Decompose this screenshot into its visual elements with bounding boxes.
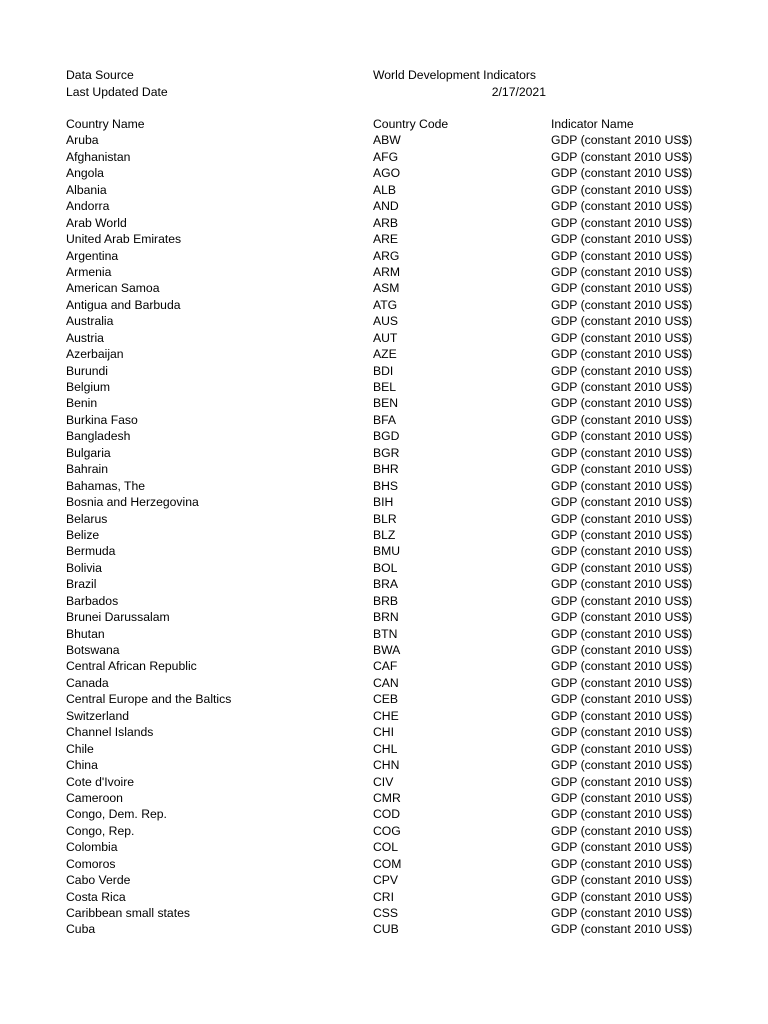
table-row xyxy=(0,445,768,461)
table-row xyxy=(0,280,768,296)
data-source-label: Data Source xyxy=(66,68,134,82)
indicator-name-cell: GDP (constant 2010 US$) xyxy=(551,264,693,279)
country-name-cell: Albania xyxy=(66,182,107,197)
country-code-cell: COL xyxy=(373,840,399,855)
country-name-cell: Bolivia xyxy=(66,560,102,575)
country-name-cell: Colombia xyxy=(66,840,118,855)
country-code-cell: CIV xyxy=(373,774,394,789)
country-name-cell: Cote d'Ivoire xyxy=(66,774,135,789)
indicator-name-cell: GDP (constant 2010 US$) xyxy=(551,363,693,378)
country-code-cell: ARG xyxy=(373,248,400,263)
country-code-cell: BRN xyxy=(373,610,399,625)
country-code-cell: BLR xyxy=(373,511,397,526)
indicator-name-cell: GDP (constant 2010 US$) xyxy=(551,889,693,904)
indicator-name-cell: GDP (constant 2010 US$) xyxy=(551,412,693,427)
table-row xyxy=(0,626,768,642)
table-row xyxy=(0,658,768,674)
country-code-cell: COM xyxy=(373,856,402,871)
country-code-cell: AFG xyxy=(373,149,399,164)
country-code-cell: BWA xyxy=(373,643,401,657)
country-name-cell: Central African Republic xyxy=(66,659,197,674)
country-code-cell: CRI xyxy=(373,889,394,904)
table-row xyxy=(0,248,768,264)
indicator-name-cell: GDP (constant 2010 US$) xyxy=(551,708,693,723)
country-code-cell: AUS xyxy=(373,314,399,329)
table-row xyxy=(0,708,768,724)
indicator-name-cell: GDP (constant 2010 US$) xyxy=(551,758,693,773)
indicator-name-cell: GDP (constant 2010 US$) xyxy=(551,922,693,937)
country-name-cell: Channel Islands xyxy=(66,725,154,740)
country-code-cell: AGO xyxy=(373,166,401,181)
table-row xyxy=(0,872,768,888)
country-code-cell: BLZ xyxy=(373,527,396,542)
country-name-cell: Cabo Verde xyxy=(66,873,131,888)
header-country-name: Country Name xyxy=(66,117,145,131)
table-header-row xyxy=(0,116,768,132)
table-row xyxy=(0,609,768,625)
country-name-cell: Azerbaijan xyxy=(66,347,124,362)
country-name-cell: Bangladesh xyxy=(66,429,131,444)
country-code-cell: CHN xyxy=(373,758,400,773)
country-name-cell: Angola xyxy=(66,166,104,181)
table-row xyxy=(0,379,768,395)
indicator-name-cell: GDP (constant 2010 US$) xyxy=(551,182,693,197)
indicator-name-cell: GDP (constant 2010 US$) xyxy=(551,248,693,263)
indicator-name-cell: GDP (constant 2010 US$) xyxy=(551,314,693,329)
country-code-cell: AUT xyxy=(373,330,398,345)
country-code-cell: BHS xyxy=(373,478,399,493)
indicator-name-cell: GDP (constant 2010 US$) xyxy=(551,577,693,592)
country-code-cell: ARM xyxy=(373,264,401,279)
header-indicator-name: Indicator Name xyxy=(551,117,634,131)
indicator-name-cell: GDP (constant 2010 US$) xyxy=(551,873,693,888)
country-name-cell: Costa Rica xyxy=(66,889,126,904)
table-body xyxy=(0,132,768,937)
country-code-cell: BFA xyxy=(373,412,397,427)
table-row xyxy=(0,165,768,181)
country-name-cell: Andorra xyxy=(66,199,110,214)
indicator-name-cell: GDP (constant 2010 US$) xyxy=(551,347,693,362)
table-row xyxy=(0,330,768,346)
country-name-cell: Bahamas, The xyxy=(66,478,146,493)
table-row xyxy=(0,790,768,806)
table-row xyxy=(0,346,768,362)
country-name-cell: Bosnia and Herzegovina xyxy=(66,495,199,510)
country-code-cell: ARB xyxy=(373,215,399,230)
table-row xyxy=(0,642,768,658)
indicator-name-cell: GDP (constant 2010 US$) xyxy=(551,478,693,493)
country-code-cell: ARE xyxy=(373,232,399,247)
indicator-name-cell: GDP (constant 2010 US$) xyxy=(551,790,693,805)
indicator-name-cell: GDP (constant 2010 US$) xyxy=(551,215,693,230)
indicator-name-cell: GDP (constant 2010 US$) xyxy=(551,133,693,148)
country-name-cell: Burkina Faso xyxy=(66,412,138,427)
country-name-cell: Botswana xyxy=(66,643,120,657)
last-updated-label: Last Updated Date xyxy=(66,85,168,99)
country-name-cell: Armenia xyxy=(66,264,112,279)
country-name-cell: Bermuda xyxy=(66,544,116,559)
country-name-cell: Benin xyxy=(66,396,98,411)
indicator-name-cell: GDP (constant 2010 US$) xyxy=(551,741,693,756)
country-code-cell: BEN xyxy=(373,396,399,411)
data-source-value: World Development Indicators xyxy=(373,68,537,82)
country-code-cell: AZE xyxy=(373,347,397,362)
table-row xyxy=(0,215,768,231)
table-row xyxy=(0,494,768,510)
country-code-cell: BRA xyxy=(373,577,399,592)
indicator-name-cell: GDP (constant 2010 US$) xyxy=(551,692,693,707)
country-code-cell: COG xyxy=(373,823,401,838)
table-row xyxy=(0,839,768,855)
country-name-cell: Argentina xyxy=(66,248,119,263)
country-code-cell: BRB xyxy=(373,593,399,608)
country-code-cell: ALB xyxy=(373,182,397,197)
table-row xyxy=(0,774,768,790)
indicator-name-cell: GDP (constant 2010 US$) xyxy=(551,643,693,657)
indicator-name-cell: GDP (constant 2010 US$) xyxy=(551,626,693,641)
table-row xyxy=(0,478,768,494)
indicator-name-cell: GDP (constant 2010 US$) xyxy=(551,725,693,740)
table-row xyxy=(0,198,768,214)
country-name-cell: Cuba xyxy=(66,922,96,937)
country-code-cell: CMR xyxy=(373,790,401,805)
country-name-cell: Aruba xyxy=(66,133,99,148)
country-code-cell: BGR xyxy=(373,445,400,460)
country-code-cell: BOL xyxy=(373,560,398,575)
country-code-cell: CHE xyxy=(373,708,399,723)
country-code-cell: BDI xyxy=(373,363,394,378)
table-row xyxy=(0,560,768,576)
table-row xyxy=(0,856,768,872)
indicator-name-cell: GDP (constant 2010 US$) xyxy=(551,396,693,411)
indicator-name-cell: GDP (constant 2010 US$) xyxy=(551,840,693,855)
country-name-cell: China xyxy=(66,758,98,773)
indicator-name-cell: GDP (constant 2010 US$) xyxy=(551,429,693,444)
indicator-name-cell: GDP (constant 2010 US$) xyxy=(551,462,693,477)
country-name-cell: Caribbean small states xyxy=(66,906,190,920)
data-source-row xyxy=(0,67,768,83)
table-row xyxy=(0,889,768,905)
indicator-name-cell: GDP (constant 2010 US$) xyxy=(551,544,693,559)
indicator-name-cell: GDP (constant 2010 US$) xyxy=(551,659,693,674)
table-row xyxy=(0,806,768,822)
country-code-cell: CAN xyxy=(373,675,399,690)
indicator-name-cell: GDP (constant 2010 US$) xyxy=(551,149,693,164)
indicator-name-cell: GDP (constant 2010 US$) xyxy=(551,199,693,214)
country-name-cell: Australia xyxy=(66,314,114,329)
table-row xyxy=(0,182,768,198)
country-name-cell: Belarus xyxy=(66,511,108,526)
country-indicator-table xyxy=(0,116,768,938)
country-code-cell: ABW xyxy=(373,133,401,148)
country-name-cell: Cameroon xyxy=(66,790,123,805)
indicator-name-cell: GDP (constant 2010 US$) xyxy=(551,560,693,575)
country-name-cell: Bulgaria xyxy=(66,445,111,460)
country-code-cell: CHI xyxy=(373,725,394,740)
country-name-cell: Central Europe and the Baltics xyxy=(66,692,232,707)
country-code-cell: BEL xyxy=(373,380,397,394)
country-name-cell: Bahrain xyxy=(66,462,109,477)
indicator-name-cell: GDP (constant 2010 US$) xyxy=(551,675,693,690)
country-name-cell: Brunei Darussalam xyxy=(66,610,170,625)
country-name-cell: Antigua and Barbuda xyxy=(66,297,181,312)
country-code-cell: ASM xyxy=(373,281,400,296)
table-row xyxy=(0,264,768,280)
indicator-name-cell: GDP (constant 2010 US$) xyxy=(551,511,693,526)
country-name-cell: Congo, Dem. Rep. xyxy=(66,807,167,822)
indicator-name-cell: GDP (constant 2010 US$) xyxy=(551,774,693,789)
last-updated-row xyxy=(0,84,768,100)
country-code-cell: BTN xyxy=(373,626,398,641)
country-name-cell: Austria xyxy=(66,330,104,345)
indicator-name-cell: GDP (constant 2010 US$) xyxy=(551,297,693,312)
country-code-cell: BGD xyxy=(373,429,400,444)
country-code-cell: CHL xyxy=(373,741,398,756)
table-row xyxy=(0,724,768,740)
country-code-cell: BIH xyxy=(373,495,394,510)
indicator-name-cell: GDP (constant 2010 US$) xyxy=(551,906,693,920)
indicator-name-cell: GDP (constant 2010 US$) xyxy=(551,281,693,296)
table-row xyxy=(0,461,768,477)
country-name-cell: Switzerland xyxy=(66,708,129,723)
country-code-cell: CEB xyxy=(373,692,399,707)
country-name-cell: Canada xyxy=(66,675,109,690)
country-name-cell: American Samoa xyxy=(66,281,160,296)
indicator-name-cell: GDP (constant 2010 US$) xyxy=(551,495,693,510)
indicator-name-cell: GDP (constant 2010 US$) xyxy=(551,823,693,838)
country-code-cell: CSS xyxy=(373,906,399,920)
country-code-cell: ATG xyxy=(373,297,398,312)
country-name-cell: Afghanistan xyxy=(66,149,131,164)
table-row xyxy=(0,905,768,921)
country-name-cell: Bhutan xyxy=(66,626,105,641)
country-code-cell: CPV xyxy=(373,873,399,888)
table-row xyxy=(0,428,768,444)
table-row xyxy=(0,675,768,691)
table-row xyxy=(0,823,768,839)
table-row xyxy=(0,412,768,428)
country-code-cell: AND xyxy=(373,199,399,214)
table-row xyxy=(0,593,768,609)
table-row xyxy=(0,576,768,592)
table-row xyxy=(0,231,768,247)
table-row xyxy=(0,921,768,937)
country-code-cell: CUB xyxy=(373,922,399,937)
country-name-cell: Arab World xyxy=(66,215,127,230)
indicator-name-cell: GDP (constant 2010 US$) xyxy=(551,593,693,608)
table-row xyxy=(0,363,768,379)
country-code-cell: BHR xyxy=(373,462,399,477)
table-row xyxy=(0,527,768,543)
table-row xyxy=(0,132,768,148)
table-row xyxy=(0,543,768,559)
indicator-name-cell: GDP (constant 2010 US$) xyxy=(551,166,693,181)
indicator-name-cell: GDP (constant 2010 US$) xyxy=(551,527,693,542)
table-row xyxy=(0,741,768,757)
country-name-cell: Comoros xyxy=(66,856,116,871)
country-code-cell: BMU xyxy=(373,544,401,559)
country-name-cell: Burundi xyxy=(66,363,109,378)
country-name-cell: Barbados xyxy=(66,593,119,608)
country-name-cell: Congo, Rep. xyxy=(66,823,135,838)
indicator-name-cell: GDP (constant 2010 US$) xyxy=(551,610,693,625)
country-name-cell: Chile xyxy=(66,741,94,756)
table-row xyxy=(0,511,768,527)
indicator-name-cell: GDP (constant 2010 US$) xyxy=(551,232,693,247)
last-updated-value: 2/17/2021 xyxy=(491,85,546,99)
header-country-code: Country Code xyxy=(373,117,449,131)
country-code-cell: CAF xyxy=(373,659,398,674)
country-code-cell: COD xyxy=(373,807,401,822)
table-row xyxy=(0,297,768,313)
indicator-name-cell: GDP (constant 2010 US$) xyxy=(551,807,693,822)
table-row xyxy=(0,395,768,411)
indicator-name-cell: GDP (constant 2010 US$) xyxy=(551,445,693,460)
country-name-cell: Brazil xyxy=(66,577,97,592)
table-row xyxy=(0,149,768,165)
country-name-cell: United Arab Emirates xyxy=(66,232,182,247)
country-name-cell: Belize xyxy=(66,527,100,542)
table-row xyxy=(0,313,768,329)
indicator-name-cell: GDP (constant 2010 US$) xyxy=(551,380,693,394)
indicator-name-cell: GDP (constant 2010 US$) xyxy=(551,856,693,871)
table-row xyxy=(0,691,768,707)
country-name-cell: Belgium xyxy=(66,380,111,394)
table-row xyxy=(0,757,768,773)
indicator-name-cell: GDP (constant 2010 US$) xyxy=(551,330,693,345)
